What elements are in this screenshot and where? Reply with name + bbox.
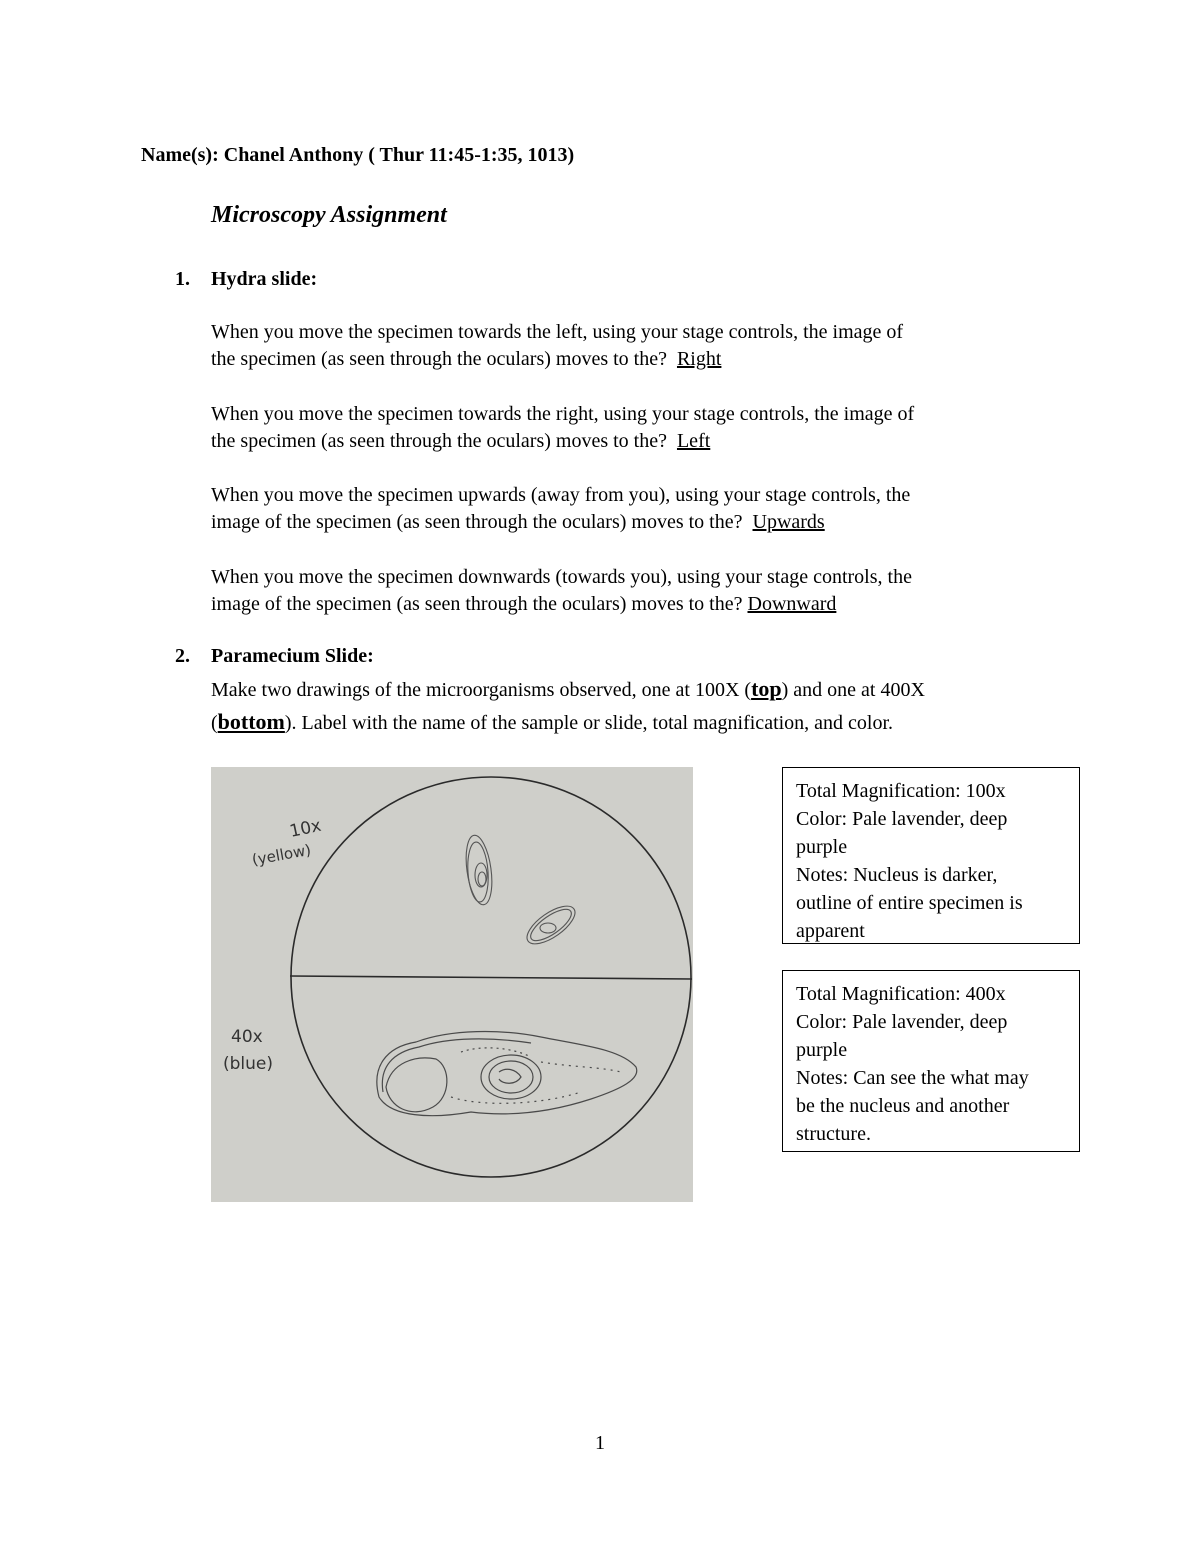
note-line: outline of entire specimen is [796, 892, 1023, 914]
emphasis-top: top [751, 676, 782, 701]
question-text-line: the specimen (as seen through the oculars) moves to the? [211, 348, 667, 370]
answer-down: Downward [747, 593, 837, 615]
emphasis-bottom: bottom [217, 709, 285, 734]
note-line: purple [796, 836, 848, 858]
paramecium-instructions [211, 673, 1111, 739]
hydra-question-down [211, 564, 1091, 618]
label-bottom-color: (blue) [223, 1054, 274, 1074]
field-of-view-sketch [211, 767, 693, 1202]
instruction-text: Make two drawings of the microorganisms observed, one at 100X ( [211, 679, 752, 701]
question-text-line: image of the specimen (as seen through the oculars) moves to the? [211, 511, 743, 533]
instruction-text: ) and one at 400X [781, 679, 925, 701]
notes-box-100x [782, 767, 1080, 944]
label-bottom-magnification: 40x [231, 1027, 263, 1047]
question-text-line: When you move the specimen upwards (away from you), using your stage controls, the [211, 484, 911, 506]
names-line: Name(s): Chanel Anthony ( Thur 11:45-1:35, 1013) [141, 144, 575, 166]
question-text-line: When you move the specimen towards the left, using your stage controls, the image of [211, 321, 904, 343]
note-line: Color: Pale lavender, deep [796, 1011, 1008, 1033]
label-top-color: (yellow) [250, 840, 313, 869]
question-2-heading [175, 645, 374, 668]
question-1-title: Hydra slide: [211, 268, 318, 290]
note-line: Notes: Can see the what may [796, 1067, 1029, 1089]
question-2-number: 2. [175, 645, 190, 667]
answer-right: Left [676, 430, 711, 452]
note-line: Total Magnification: 100x [796, 780, 1006, 802]
microscope-drawing [211, 767, 693, 1202]
hydra-question-left [211, 319, 1091, 373]
label-top-magnification: 10x [287, 815, 324, 842]
instruction-text: ( [211, 712, 218, 734]
hydra-question-right [211, 401, 1091, 455]
note-line: be the nucleus and another [796, 1095, 1010, 1117]
handwritten-labels [223, 816, 323, 1074]
answer-up: Upwards [752, 511, 825, 533]
hydra-question-up [211, 482, 1091, 536]
question-text-line: When you move the specimen downwards (towards you), using your stage controls, the [211, 566, 912, 588]
answer-left: Right [676, 348, 722, 370]
question-text-line: When you move the specimen towards the right, using your stage controls, the image of [211, 403, 915, 425]
note-line: purple [796, 1039, 848, 1061]
instruction-text: ). Label with the name of the sample or slide, total magnification, and color. [284, 712, 894, 734]
assignment-title: Microscopy Assignment [211, 202, 447, 228]
note-line: Notes: Nucleus is darker, [796, 864, 998, 886]
note-line: Color: Pale lavender, deep [796, 808, 1008, 830]
paramecium-small-1 [462, 834, 496, 907]
question-text-line: the specimen (as seen through the oculars) moves to the? [211, 430, 667, 452]
question-1-heading [175, 268, 317, 291]
paramecium-large [377, 1032, 637, 1116]
page-number: 1 [595, 1432, 605, 1454]
notes-box-400x [782, 970, 1080, 1152]
question-1-number: 1. [175, 268, 190, 290]
question-2-title: Paramecium Slide: [211, 645, 374, 667]
note-line: Total Magnification: 400x [796, 983, 1006, 1005]
question-text-line: image of the specimen (as seen through the oculars) moves to the? [211, 593, 743, 615]
note-line: apparent [796, 920, 865, 942]
divider-line [290, 976, 692, 979]
note-line: structure. [796, 1123, 871, 1145]
paramecium-small-2 [521, 899, 581, 951]
